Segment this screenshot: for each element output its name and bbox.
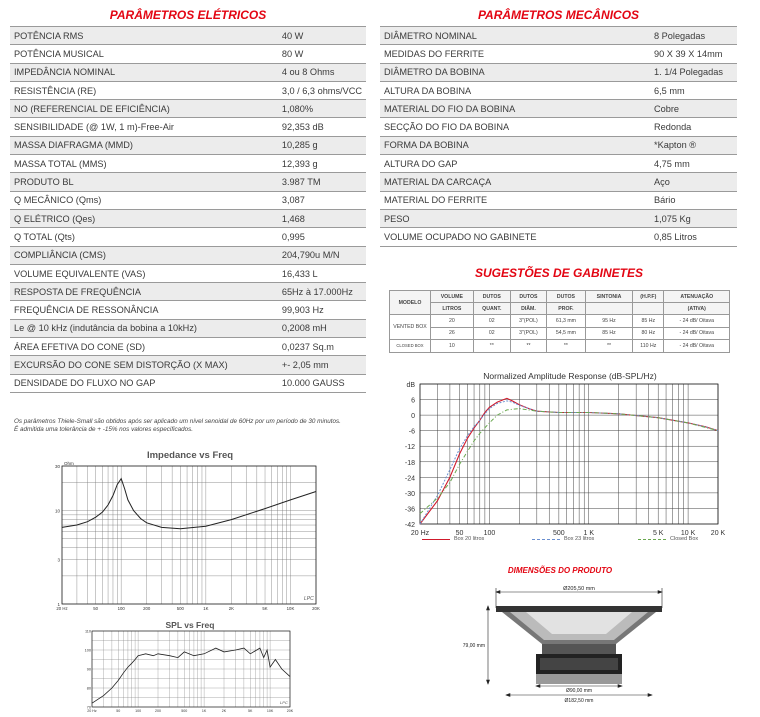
cab-sh-blank2 [633,303,664,315]
spec-row [380,209,737,227]
spec-label: PRODUTO BL [10,173,278,191]
spec-row [10,173,366,191]
cab-sh-active: (ATIVA) [664,303,730,315]
amp-series-2 [420,401,718,524]
amp-legend-2 [532,536,594,542]
spec-row [10,63,366,81]
spec-label: MATERIAL DA CARCAÇA [380,173,650,191]
spec-row [10,356,366,374]
cab-cell: ** [510,340,546,353]
spec-value: 90 X 39 X 14mm [650,45,737,63]
dim-outer-diameter: Ø205,50 mm [563,586,595,592]
spec-label: MASSA TOTAL (MMS) [10,155,278,173]
spec-label: COMPLIÂNCIA (CMS) [10,246,278,264]
amp-ytick: -18 [404,459,415,467]
amp-series-1 [420,398,718,524]
dim-bottom-diameter: Ø182,50 mm [564,698,594,704]
cab-cell: ** [473,340,510,353]
cab-cell: 02 [473,315,510,328]
cab-cell: 80 Hz [633,327,664,340]
amp-ytick: -42 [404,522,415,529]
imp-xtick: 20K [312,606,320,611]
imp-xtick: 200 [143,606,151,611]
spec-row [10,136,366,154]
spec-value: 3.987 TM [278,173,366,191]
amp-xtick: 500 [553,530,565,537]
ts-note-line1: Os parâmetros Thiele-Small são obtidos após ser aplicado um nível senoidal de 60Hz por um período de 30 minutos. [14,418,341,425]
spl-ytick: 70 [86,705,91,710]
spec-value: 4 ou 8 Ohms [278,63,366,81]
cab-cell: 20 [431,315,474,328]
spec-row [380,155,737,173]
amp-xtick: 10 K [680,530,696,537]
spec-row [10,209,366,227]
spec-label: IMPEDÂNCIA NOMINAL [10,63,278,81]
arrow [506,694,510,697]
spec-label: MATERIAL DO FIO DA BOBINA [380,100,650,118]
spec-value: 4,75 mm [650,155,737,173]
imp-xtick: 500 [176,606,184,611]
speaker-body [496,606,662,684]
cab-h-hpf: (H.P.F) [633,291,664,303]
spec-value: 0,0237 Sq.m [278,338,366,356]
spec-value: 3,087 [278,191,366,209]
imp-xtick: 100 [117,606,125,611]
spec-label: POTÊNCIA MUSICAL [10,45,278,63]
spec-label: NO (REFERENCIAL DE EFICIÊNCIA) [10,100,278,118]
imp-xtick: 50 [93,606,99,611]
cab-cell: - 24 dB/ Oitava [664,327,730,340]
spec-label: ALTURA DO GAP [380,155,650,173]
cab-sh-qty: QUANT. [473,303,510,315]
spec-value: Bário [650,191,737,209]
cab-cell: 61,3 mm [546,315,585,328]
spec-label: VOLUME EQUIVALENTE (VAS) [10,264,278,282]
spec-label: RESISTÊNCIA (RE) [10,81,278,99]
spec-label: FREQUÊNCIA DE RESSONÂNCIA [10,301,278,319]
cab-cell: - 24 dB/ Oitava [664,340,730,353]
spec-label: POTÊNCIA RMS [10,27,278,45]
spec-row [380,100,737,118]
spec-value: 40 W [278,27,366,45]
spec-row [10,301,366,319]
cab-cell: 85 Hz [633,315,664,328]
spec-label: VOLUME OCUPADO NO GABINETE [380,228,650,246]
cab-cell: - 24 dB/ Oitava [664,315,730,328]
cab-cell: ** [546,340,585,353]
spec-row [380,191,737,209]
cabinets-table [389,290,730,353]
arrow [618,685,622,688]
spec-row [380,173,737,191]
spec-value: 12,393 g [278,155,366,173]
legend-label-3: Closed Box [670,536,699,542]
spec-value: 16,433 L [278,264,366,282]
imp-xtick: 20 Hz [56,606,68,611]
arrow [536,685,540,688]
cab-row-vented-2 [390,327,730,340]
impedance-title: Impedance vs Freq [146,450,234,461]
cab-cell: 95 Hz [585,315,632,328]
cab-cell: ** [585,340,632,353]
cab-sh-diam: DIÂM. [510,303,546,315]
legend-label-1: Box 20 litros [454,536,485,542]
speaker-drawing [462,582,696,712]
cab-cell: 54,5 mm [546,327,585,340]
imp-ytick: 1 [57,602,60,607]
spec-row [10,81,366,99]
spec-value: 1,075 Kg [650,209,737,227]
cab-cell: 110 Hz [633,340,664,353]
spec-row [380,118,737,136]
spec-row [10,246,366,264]
legend-label-2: Box 23 litros [564,536,595,542]
amp-xtick: 20 Hz [410,530,430,537]
spec-value: 0,85 Litros [650,228,737,246]
ts-note [14,418,370,434]
mechanical-title: PARÂMETROS MECÂNICOS [477,8,640,22]
spec-value: 1,468 [278,209,366,227]
cab-vented-label: VENTED BOX [390,315,431,340]
arrow [658,591,662,594]
spec-value: Redonda [650,118,737,136]
spec-label: RESPOSTA DE FREQUÊNCIA [10,283,278,301]
spec-row [380,81,737,99]
cab-sh-blank1 [585,303,632,315]
cab-h-volume: VOLUME [431,291,474,303]
spec-value: 10.000 GAUSS [278,374,366,392]
dim-height: 79,00 mm [462,643,485,649]
spl-xtick: 1K [201,709,207,713]
cab-h-ducts2: DUTOS [510,291,546,303]
arrow [487,606,490,610]
spec-value: Aço [650,173,737,191]
electrical-title: PARÂMETROS ELÉTRICOS [109,8,267,22]
spec-row [380,136,737,154]
spl-xtick: 2K [221,709,227,713]
amp-legend-3 [638,536,698,542]
spec-value: 1,080% [278,100,366,118]
dimensions-title: DIMENSÕES DO PRODUTO [507,566,613,575]
spec-row [10,155,366,173]
spec-row [10,338,366,356]
amp-frame [420,384,718,524]
imp-ytick: 10 [54,508,60,514]
spec-label: Le @ 10 kHz (indutância da bobina a 10kHz) [10,319,278,337]
amp-series-3 [420,409,718,514]
cab-row-closed [390,340,730,353]
imp-frame [62,466,316,604]
amp-ytick: -12 [404,444,415,452]
spl-xtick: 50 [116,709,121,713]
spec-value: 6,5 mm [650,81,737,99]
cab-cell: 10 [431,340,474,353]
imp-ytick: 3 [57,557,60,563]
spec-label: SECÇÃO DO FIO DA BOBINA [380,118,650,136]
spec-label: MASSA DIAFRAGMA (MMD) [10,136,278,154]
spl-xtick: 500 [181,709,188,713]
arrow [648,694,652,697]
spec-value: 92,353 dB [278,118,366,136]
amp-ytick: -6 [408,428,415,436]
spl-ytick: 90 [86,667,91,672]
impedance-curve [62,479,316,529]
amp-chart [392,378,732,538]
imp-unit: Ohm [64,461,74,466]
cab-sh-liters: LITROS [431,303,474,315]
amp-ytick: dB [406,382,415,389]
spl-title: SPL vs Freq [165,620,215,630]
spec-row [10,118,366,136]
spec-value: 0,995 [278,228,366,246]
spec-value: *Kapton ® [650,136,737,154]
impedance-chart [46,458,321,613]
spec-row [380,27,737,45]
cab-cell: 3"(POL) [510,315,546,328]
imp-ytick: 30 [54,464,60,469]
cab-h-model: MODELO [390,291,431,315]
spec-value: 80 W [278,45,366,63]
spec-value: 10,285 g [278,136,366,154]
imp-xtick: 5K [262,606,268,611]
spec-row [10,45,366,63]
spec-label: FORMA DA BOBINA [380,136,650,154]
cabinets-title: SUGESTÕES DE GABINETES [474,266,644,280]
spec-label: MEDIDAS DO FERRITE [380,45,650,63]
amp-ytick: -30 [404,490,415,498]
spl-xtick: 10K [266,709,274,713]
spl-ytick: 80 [86,686,91,691]
spec-label: ÁREA EFETIVA DO CONE (SD) [10,338,278,356]
spl-chart [82,627,294,717]
spec-label: EXCURSÃO DO CONE SEM DISTORÇÃO (X MAX) [10,356,278,374]
spec-row [380,228,737,246]
spec-label: DENSIDADE DO FLUXO NO GAP [10,374,278,392]
spec-row [10,27,366,45]
amp-xtick: 20 K [710,530,726,537]
cab-cell: 02 [473,327,510,340]
spec-label: SENSIBILIDADE (@ 1W, 1 m)-Free-Air [10,118,278,136]
cab-sh-depth: PROF. [546,303,585,315]
spec-label: PESO [380,209,650,227]
spl-xtick: 20K [286,709,294,713]
cab-h-atten: ATENUAÇÃO [664,291,730,303]
spl-ytick: 100 [84,648,91,653]
spec-row [10,264,366,282]
spec-row [10,374,366,392]
amp-ytick: -36 [404,506,415,514]
spec-row [10,283,366,301]
spec-label: Q MECÂNICO (Qms) [10,191,278,209]
spec-value: 99,903 Hz [278,301,366,319]
cab-h-ducts3: DUTOS [546,291,585,303]
arrow [487,680,490,684]
imp-xtick: 2K [228,606,234,611]
amp-chart-title: Normalized Amplitude Response (dB-SPL/Hz) [483,371,657,381]
spec-row [380,63,737,81]
amp-ytick: -24 [404,475,415,483]
arrow [496,591,500,594]
imp-xtick: 1K [203,606,209,611]
amp-legend-1 [422,536,484,542]
ts-note-line2: É admitida uma tolerância de + -15% nos valores especificados. [14,426,194,433]
spec-label: DIÂMETRO NOMINAL [380,27,650,45]
spec-value: +- 2,05 mm [278,356,366,374]
spl-xtick: 20 Hz [87,709,97,713]
spl-brand: LPC [280,700,288,705]
cab-row-vented-1 [390,315,730,328]
amp-xtick: 50 [455,530,464,537]
cab-h-tuning: SINTONIA [585,291,632,303]
amp-xtick: 1 K [583,530,595,537]
amp-xtick: 5 K [652,530,664,537]
amp-ytick: 0 [411,413,415,421]
spec-value: 8 Polegadas [650,27,737,45]
cab-cell: 3"(POL) [510,327,546,340]
spec-row [380,45,737,63]
cab-closed-label: CLOSED BOX [390,340,431,353]
imp-brand: LPC [304,596,314,602]
electrical-table [10,26,366,393]
spec-value: Cobre [650,100,737,118]
spl-xtick: 100 [135,709,142,713]
mechanical-table [380,26,737,247]
spec-value: 204,790u M/N [278,246,366,264]
spec-label: Q ELÉTRICO (Qes) [10,209,278,227]
spec-row [10,100,366,118]
spec-row [10,319,366,337]
spec-value: 65Hz à 17.000Hz [278,283,366,301]
spec-label: DIÂMETRO DA BOBINA [380,63,650,81]
spl-ytick: 110 [84,629,91,634]
spl-xtick: 200 [155,709,161,713]
spl-xtick: 5K [248,709,253,713]
amp-ytick: 6 [411,397,415,405]
dim-magnet-diameter: Ø90,00 mm [565,688,593,694]
cab-cell: 85 Hz [585,327,632,340]
spec-label: MATERIAL DO FERRITE [380,191,650,209]
amp-xtick: 100 [483,530,496,537]
imp-xtick: 10K [286,606,295,611]
spec-value: 3,0 / 6,3 ohms/VCC [278,81,366,99]
spec-value: 1. 1/4 Polegadas [650,63,737,81]
spec-value: 0,2008 mH [278,319,366,337]
spec-label: Q TOTAL (Qts) [10,228,278,246]
spec-row [10,191,366,209]
spl-curve [92,648,290,703]
spec-row [10,228,366,246]
cab-h-ducts1: DUTOS [473,291,510,303]
cab-cell: 26 [431,327,474,340]
spec-label: ALTURA DA BOBINA [380,81,650,99]
